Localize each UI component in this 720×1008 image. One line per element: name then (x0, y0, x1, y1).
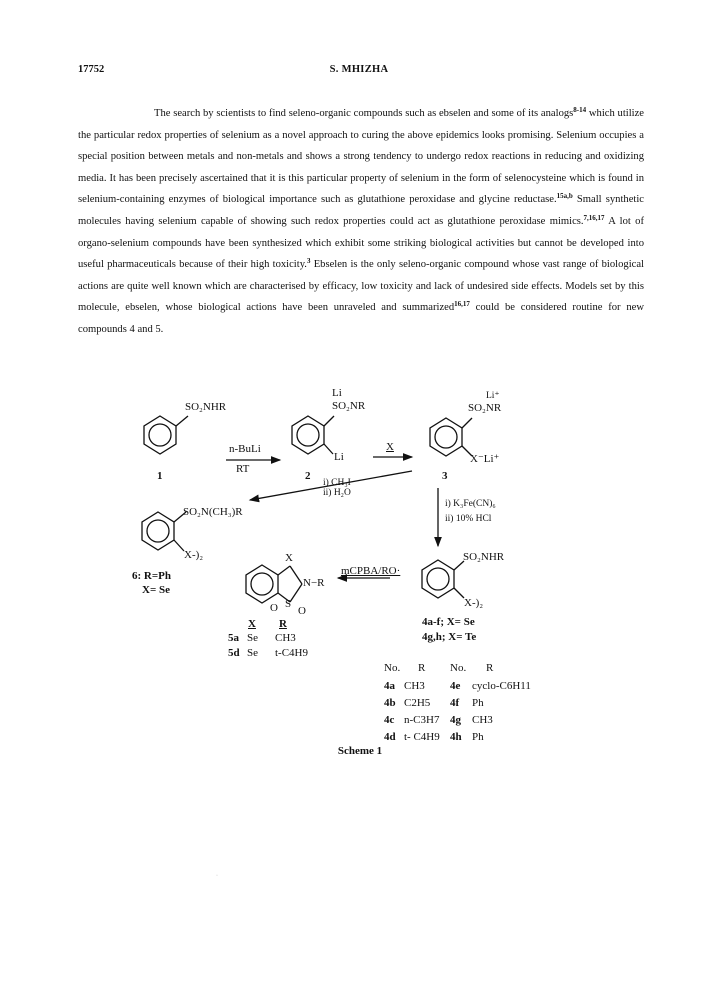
compound-2-li-top: Li (332, 387, 342, 399)
text-segment: Ebselen is the only seleno-organic compound whose vast range of biological actions are quite well known which are characterised by efficacy, low toxicity and lack of undesired side effects. Models set by this molecule, ebselen, whose biological actions have been unraveled and summarized (78, 259, 645, 314)
table4-cell: 4d (384, 731, 396, 743)
text-segment: Small synthetic molecules having selenium capable of showing such redox properties could act as glutathione peroxidase mimics. (78, 194, 644, 227)
citation: 8-14 (573, 106, 587, 114)
scheme-caption: Scheme 1 (337, 745, 383, 757)
table5-r: t-C4H9 (275, 647, 308, 659)
compound-5-o-left: O (270, 602, 278, 614)
reagent-nbuli: n-BuLi (229, 443, 261, 455)
table4-cell: 4h (450, 731, 462, 743)
text-segment: which utilize the particular redox properties of selenium as a novel approach to curing the above epidemics looks promising. Selenium occupies a special position between metals and non-metals and shows a strong tendency to undergo redox reactions in reducing and oxidizing media. It has been precisely ascertained that it is this particular property of selenium in the form of selenocysteine which is found in selenium-containing enzymes of biological importance such as glutathione peroxidase and glycine reductase. (78, 108, 644, 206)
compound-2-li-ring: Li (334, 451, 344, 463)
benzene-ring-1 (144, 416, 188, 454)
benzene-ring-6 (142, 512, 186, 551)
citation: 16,17 (454, 300, 470, 309)
compound-1-label: 1 (157, 470, 163, 482)
compound-6-ring-group: X-)₂ (184, 549, 204, 561)
compound-2-substituent: SO₂NR (332, 400, 366, 412)
compound-5-x-atom: X (285, 552, 293, 564)
compound-5-s-atom: S (285, 598, 292, 610)
table4-head-r2: R (486, 662, 494, 674)
compound-5-n-r: N−R (303, 577, 325, 589)
compound-4-label-te: 4g,h; X= Te (422, 631, 477, 643)
ebselen-scaffold-5 (246, 565, 302, 603)
table4-cell: 4g (450, 714, 461, 726)
table4-head-r: R (418, 662, 426, 674)
compound-3-ring-group: X⁻Li⁺ (470, 453, 500, 465)
table4-cell: 4a (384, 680, 395, 692)
compound-3-li-cation: Li⁺ (486, 391, 500, 401)
citation: 3 (306, 257, 311, 266)
compound-4-label-se: 4a-f; X= Se (422, 616, 475, 628)
compound-5-o-right: O (298, 605, 306, 617)
table5-head-r: R (279, 618, 287, 630)
table4-cell: cyclo-C6H11 (472, 680, 531, 692)
running-header (78, 64, 640, 80)
benzene-ring-4 (422, 560, 464, 598)
compound-3-label: 3 (442, 470, 448, 482)
body-paragraph (78, 103, 644, 341)
table5-r: CH3 (275, 632, 296, 644)
citation: 7,16,17 (583, 213, 605, 222)
condition-rt: RT (236, 463, 250, 475)
table4-cell: n-C3H7 (404, 714, 440, 726)
table4-head-no: No. (384, 662, 401, 674)
table4-cell: t- C4H9 (404, 731, 440, 743)
table5-head-x: X (248, 618, 256, 630)
table5-no: 5d (228, 647, 240, 659)
reagent-hcl: ii) 10% HCl (445, 514, 492, 524)
table5-x: Se (247, 647, 258, 659)
benzene-ring-3 (430, 418, 472, 456)
benzene-ring-2 (292, 416, 334, 454)
reagent-h2o: ii) H₂O (323, 488, 351, 498)
compound-2-label: 2 (305, 470, 311, 482)
compound-6-label-r: 6: R=Ph (132, 570, 171, 582)
text-segment: could be considered routine for new compounds 4 and 5. (78, 302, 644, 335)
compound-4-substituent: SO₂NHR (463, 551, 505, 563)
reagent-ferricyanide: i) K₃Fe(CN)₆ (445, 499, 496, 509)
scan-artifact: · (216, 873, 218, 879)
table4-cell: CH3 (472, 714, 493, 726)
table5-x: Se (247, 632, 258, 644)
table4-cell: Ph (472, 697, 484, 709)
table4-cell: C2H5 (404, 697, 431, 709)
compound-3-substituent: SO₂NR (468, 402, 502, 414)
reaction-scheme (0, 370, 720, 760)
compound-6-label-x: X= Se (142, 584, 170, 596)
table4-cell: 4c (384, 714, 395, 726)
compound-4-ring-group: X-)₂ (464, 597, 484, 609)
compound-6-substituent: SO₂N(CH₃)R (183, 506, 243, 518)
table4-cell: 4f (450, 697, 460, 709)
table4-cell: 4b (384, 697, 396, 709)
text-segment: The search by scientists to find seleno-organic compounds such as ebselen and some of its analogs (154, 108, 574, 119)
reagent-ch3i: i) CH₃I (323, 478, 351, 488)
reagent-x: X (386, 441, 394, 453)
table4-cell: Ph (472, 731, 484, 743)
text-segment: A lot of organo-selenium compounds have been synthesized which exhibit some striking biological activities but cannot be developed into useful pharmaceuticals because of their high toxicity. (78, 215, 644, 271)
compound-1-substituent: SO₂NHR (185, 401, 227, 413)
table4-cell: 4e (450, 680, 461, 692)
running-author: S. MHIZHA (329, 64, 389, 75)
page-number: 17752 (78, 64, 105, 75)
table5-no: 5a (228, 632, 239, 644)
table4-head-no2: No. (450, 662, 467, 674)
citation: 15a,b (556, 192, 573, 201)
table4-cell: CH3 (404, 680, 425, 692)
reagent-mcpba: mCPBA/RO· (341, 565, 401, 577)
